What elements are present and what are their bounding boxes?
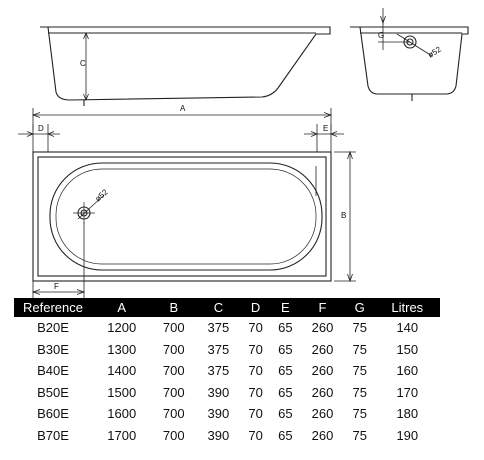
dimension-b-label: B xyxy=(341,211,347,220)
cell-b: 700 xyxy=(162,363,185,379)
cell-b: 700 xyxy=(162,427,185,443)
cell-reference: B20E xyxy=(37,320,69,336)
cell-c: 390 xyxy=(207,384,230,400)
cell-e: 65 xyxy=(278,363,293,379)
dimension-f-label: F xyxy=(54,282,59,291)
cell-f: 260 xyxy=(311,363,334,379)
cell-b: 700 xyxy=(162,406,185,422)
header-d: D xyxy=(241,298,271,317)
dimension-a xyxy=(33,104,331,130)
cell-f: 260 xyxy=(311,341,334,357)
cell-litres: 190 xyxy=(396,427,419,443)
cell-d: 70 xyxy=(248,363,263,379)
header-g: G xyxy=(345,298,375,317)
cell-a: 1500 xyxy=(107,384,137,400)
plan-view-drain-diameter-label: ø52 xyxy=(93,187,110,204)
dimension-d-label: D xyxy=(38,124,44,133)
end-view-drain-diameter-label: ø52 xyxy=(426,44,443,60)
cell-g: 75 xyxy=(352,427,367,443)
plan-view-basin-floor xyxy=(56,169,316,264)
cell-d: 70 xyxy=(248,320,263,336)
end-elevation-view xyxy=(350,8,468,101)
header-f: F xyxy=(300,298,345,317)
cell-d: 70 xyxy=(248,384,263,400)
cell-e: 65 xyxy=(278,341,293,357)
dimension-c-label: C xyxy=(80,59,86,68)
cell-g: 75 xyxy=(352,406,367,422)
cell-e: 65 xyxy=(278,384,293,400)
table-row xyxy=(14,339,440,361)
cell-reference: B50E xyxy=(37,384,69,400)
header-b: B xyxy=(151,298,196,317)
header-a: A xyxy=(92,298,151,317)
cell-litres: 160 xyxy=(396,363,419,379)
dimension-a-label: A xyxy=(180,104,186,113)
dimension-g-label: G xyxy=(378,31,385,40)
cell-g: 75 xyxy=(352,320,367,336)
cell-reference: B60E xyxy=(37,406,69,422)
cell-a: 1300 xyxy=(107,341,137,357)
cell-c: 390 xyxy=(207,427,230,443)
cell-g: 75 xyxy=(352,363,367,379)
table-row xyxy=(14,360,440,382)
dimension-e-label: E xyxy=(323,124,329,133)
cell-reference: B30E xyxy=(37,341,69,357)
cell-b: 700 xyxy=(162,384,185,400)
table-row xyxy=(14,403,440,425)
cell-b: 700 xyxy=(162,320,185,336)
cell-d: 70 xyxy=(248,406,263,422)
dimensions-table xyxy=(14,298,440,446)
cell-litres: 170 xyxy=(396,384,419,400)
cell-f: 260 xyxy=(311,427,334,443)
cell-d: 70 xyxy=(248,341,263,357)
cell-c: 375 xyxy=(207,320,230,336)
cell-e: 65 xyxy=(278,320,293,336)
plan-view xyxy=(33,152,331,281)
header-reference: Reference xyxy=(14,298,92,317)
side-elevation-view xyxy=(40,27,330,106)
cell-f: 260 xyxy=(311,384,334,400)
header-e: E xyxy=(270,298,300,317)
cell-litres: 180 xyxy=(396,406,419,422)
plan-view-basin xyxy=(50,163,322,270)
header-c: C xyxy=(196,298,241,317)
dimension-d xyxy=(18,124,60,152)
cell-e: 65 xyxy=(278,427,293,443)
dimension-b xyxy=(334,152,356,281)
cell-g: 75 xyxy=(352,341,367,357)
table-header-row xyxy=(14,298,440,317)
cell-b: 700 xyxy=(162,341,185,357)
table-row xyxy=(14,382,440,404)
cell-reference: B40E xyxy=(37,363,69,379)
header-litres: Litres xyxy=(375,298,440,317)
cell-reference: B70E xyxy=(37,427,69,443)
end-view-outline xyxy=(350,27,468,94)
cell-f: 260 xyxy=(311,320,334,336)
cell-a: 1400 xyxy=(107,363,137,379)
cell-litres: 150 xyxy=(396,341,419,357)
cell-c: 390 xyxy=(207,406,230,422)
cell-g: 75 xyxy=(352,384,367,400)
table-row xyxy=(14,317,440,339)
table-row xyxy=(14,425,440,447)
cell-e: 65 xyxy=(278,406,293,422)
cell-f: 260 xyxy=(311,406,334,422)
plan-view-outer-rim xyxy=(33,152,331,281)
cell-a: 1600 xyxy=(107,406,137,422)
cell-c: 375 xyxy=(207,363,230,379)
cell-a: 1200 xyxy=(107,320,137,336)
dimension-e xyxy=(304,124,344,152)
cell-d: 70 xyxy=(248,427,263,443)
cell-litres: 140 xyxy=(396,320,419,336)
cell-a: 1700 xyxy=(107,427,137,443)
cell-c: 375 xyxy=(207,341,230,357)
